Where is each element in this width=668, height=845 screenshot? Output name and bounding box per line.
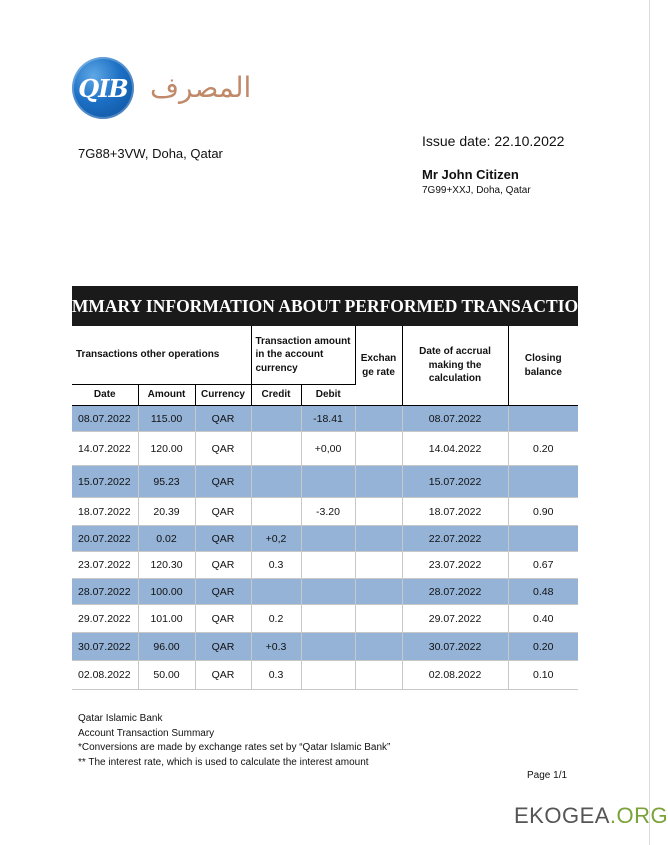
footer-bank-name: Qatar Islamic Bank (78, 713, 163, 724)
cell-credit: +0,2 (251, 526, 301, 552)
cell-credit: 0.3 (251, 552, 301, 579)
sender-address: 7G88+3VW, Doha, Qatar (78, 146, 223, 161)
cell-accrual-date: 14.04.2022 (402, 432, 508, 466)
table-row (72, 526, 578, 552)
header-credit: Credit (251, 385, 301, 406)
cell-exchange-rate (355, 633, 402, 661)
cell-debit (301, 661, 355, 690)
page-number: Page 1/1 (527, 770, 568, 781)
cell-currency: QAR (195, 633, 251, 661)
transactions-table-container (49, 286, 601, 690)
cell-accrual-date: 29.07.2022 (402, 605, 508, 633)
header-date: Date (72, 385, 138, 406)
cell-amount: 20.39 (138, 498, 195, 526)
cell-credit (251, 432, 301, 466)
recipient-address: 7G99+XXJ, Doha, Qatar (422, 185, 531, 196)
table-row (72, 605, 578, 633)
footer-note-conversion: *Conversions are made by exchange rates set by “Qatar Islamic Bank” (78, 742, 391, 753)
cell-currency: QAR (195, 661, 251, 690)
cell-accrual-date: 23.07.2022 (402, 552, 508, 579)
cell-accrual-date: 18.07.2022 (402, 498, 508, 526)
table-row (72, 406, 578, 432)
cell-amount: 115.00 (138, 406, 195, 432)
cell-accrual-date: 08.07.2022 (402, 406, 508, 432)
cell-amount: 100.00 (138, 579, 195, 605)
header-debit: Debit (301, 385, 355, 406)
cell-debit: -3.20 (301, 498, 355, 526)
cell-currency: QAR (195, 552, 251, 579)
cell-exchange-rate (355, 661, 402, 690)
watermark-name: EKOGEA (514, 803, 610, 828)
cell-amount: 101.00 (138, 605, 195, 633)
cell-credit (251, 498, 301, 526)
cell-amount: 120.30 (138, 552, 195, 579)
page-edge (649, 0, 650, 845)
cell-currency: QAR (195, 526, 251, 552)
recipient-name: Mr John Citizen (422, 167, 519, 182)
cell-amount: 50.00 (138, 661, 195, 690)
table-title: SUMMARY INFORMATION ABOUT PERFORMED TRANSACTIONS (72, 286, 578, 326)
cell-closing-balance: 0.10 (508, 661, 578, 690)
bank-logo (72, 57, 251, 119)
cell-debit (301, 526, 355, 552)
cell-accrual-date: 15.07.2022 (402, 466, 508, 498)
cell-debit (301, 633, 355, 661)
cell-closing-balance: 0.20 (508, 633, 578, 661)
cell-accrual-date: 02.08.2022 (402, 661, 508, 690)
cell-debit (301, 579, 355, 605)
cell-debit: -18.41 (301, 406, 355, 432)
table-row (72, 579, 578, 605)
cell-date: 28.07.2022 (72, 579, 138, 605)
qib-logo-emblem (72, 57, 134, 119)
table-row (72, 661, 578, 690)
cell-closing-balance: 0.48 (508, 579, 578, 605)
table-row (72, 633, 578, 661)
cell-date: 30.07.2022 (72, 633, 138, 661)
cell-closing-balance (508, 526, 578, 552)
cell-amount: 95.23 (138, 466, 195, 498)
cell-credit (251, 406, 301, 432)
cell-date: 23.07.2022 (72, 552, 138, 579)
cell-amount: 120.00 (138, 432, 195, 466)
cell-credit: +0.3 (251, 633, 301, 661)
watermark-tld: .ORG (609, 803, 668, 828)
issue-date: Issue date: 22.10.2022 (422, 133, 565, 149)
cell-exchange-rate (355, 552, 402, 579)
cell-credit: 0.2 (251, 605, 301, 633)
logo-arabic-text: المصرف (150, 71, 252, 104)
cell-currency: QAR (195, 406, 251, 432)
cell-accrual-date: 22.07.2022 (402, 526, 508, 552)
cell-currency: QAR (195, 605, 251, 633)
logo-latin-text: QIB (78, 73, 128, 103)
cell-closing-balance: 0.90 (508, 498, 578, 526)
cell-currency: QAR (195, 432, 251, 466)
footer-notes (78, 712, 390, 770)
cell-exchange-rate (355, 605, 402, 633)
table-row (72, 432, 578, 466)
header-amount: Amount (138, 385, 195, 406)
footer-note-interest: ** The interest rate, which is used to calculate the interest amount (78, 756, 369, 768)
cell-accrual-date: 28.07.2022 (402, 579, 508, 605)
cell-exchange-rate (355, 466, 402, 498)
cell-amount: 0.02 (138, 526, 195, 552)
cell-exchange-rate (355, 498, 402, 526)
header-closing-balance: Closing balance (508, 326, 578, 406)
cell-date: 15.07.2022 (72, 466, 138, 498)
transactions-table (72, 326, 578, 690)
cell-closing-balance: 0.67 (508, 552, 578, 579)
cell-closing-balance: 0.40 (508, 605, 578, 633)
cell-credit (251, 579, 301, 605)
cell-closing-balance (508, 466, 578, 498)
table-row (72, 498, 578, 526)
cell-date: 20.07.2022 (72, 526, 138, 552)
cell-date: 14.07.2022 (72, 432, 138, 466)
header-currency: Currency (195, 385, 251, 406)
cell-debit: +0,00 (301, 432, 355, 466)
cell-debit (301, 466, 355, 498)
cell-closing-balance (508, 406, 578, 432)
table-row (72, 466, 578, 498)
cell-exchange-rate (355, 526, 402, 552)
cell-exchange-rate (355, 579, 402, 605)
cell-date: 29.07.2022 (72, 605, 138, 633)
header-transactions-other: Transactions other operations (72, 326, 251, 385)
cell-closing-balance: 0.20 (508, 432, 578, 466)
header-transaction-amount: Transaction amount in the account currency (251, 326, 355, 385)
cell-credit (251, 466, 301, 498)
cell-amount: 96.00 (138, 633, 195, 661)
cell-currency: QAR (195, 579, 251, 605)
cell-currency: QAR (195, 498, 251, 526)
cell-date: 02.08.2022 (72, 661, 138, 690)
table-row (72, 552, 578, 579)
watermark (514, 803, 668, 829)
cell-currency: QAR (195, 466, 251, 498)
header-exchange-rate: Exchan ge rate (355, 326, 402, 406)
cell-debit (301, 552, 355, 579)
cell-date: 08.07.2022 (72, 406, 138, 432)
cell-credit: 0.3 (251, 661, 301, 690)
header-date-of-accrual: Date of accrual making the calculation (402, 326, 508, 406)
cell-exchange-rate (355, 432, 402, 466)
cell-accrual-date: 30.07.2022 (402, 633, 508, 661)
footer-doc-name: Account Transaction Summary (78, 727, 215, 739)
cell-exchange-rate (355, 406, 402, 432)
cell-debit (301, 605, 355, 633)
cell-date: 18.07.2022 (72, 498, 138, 526)
